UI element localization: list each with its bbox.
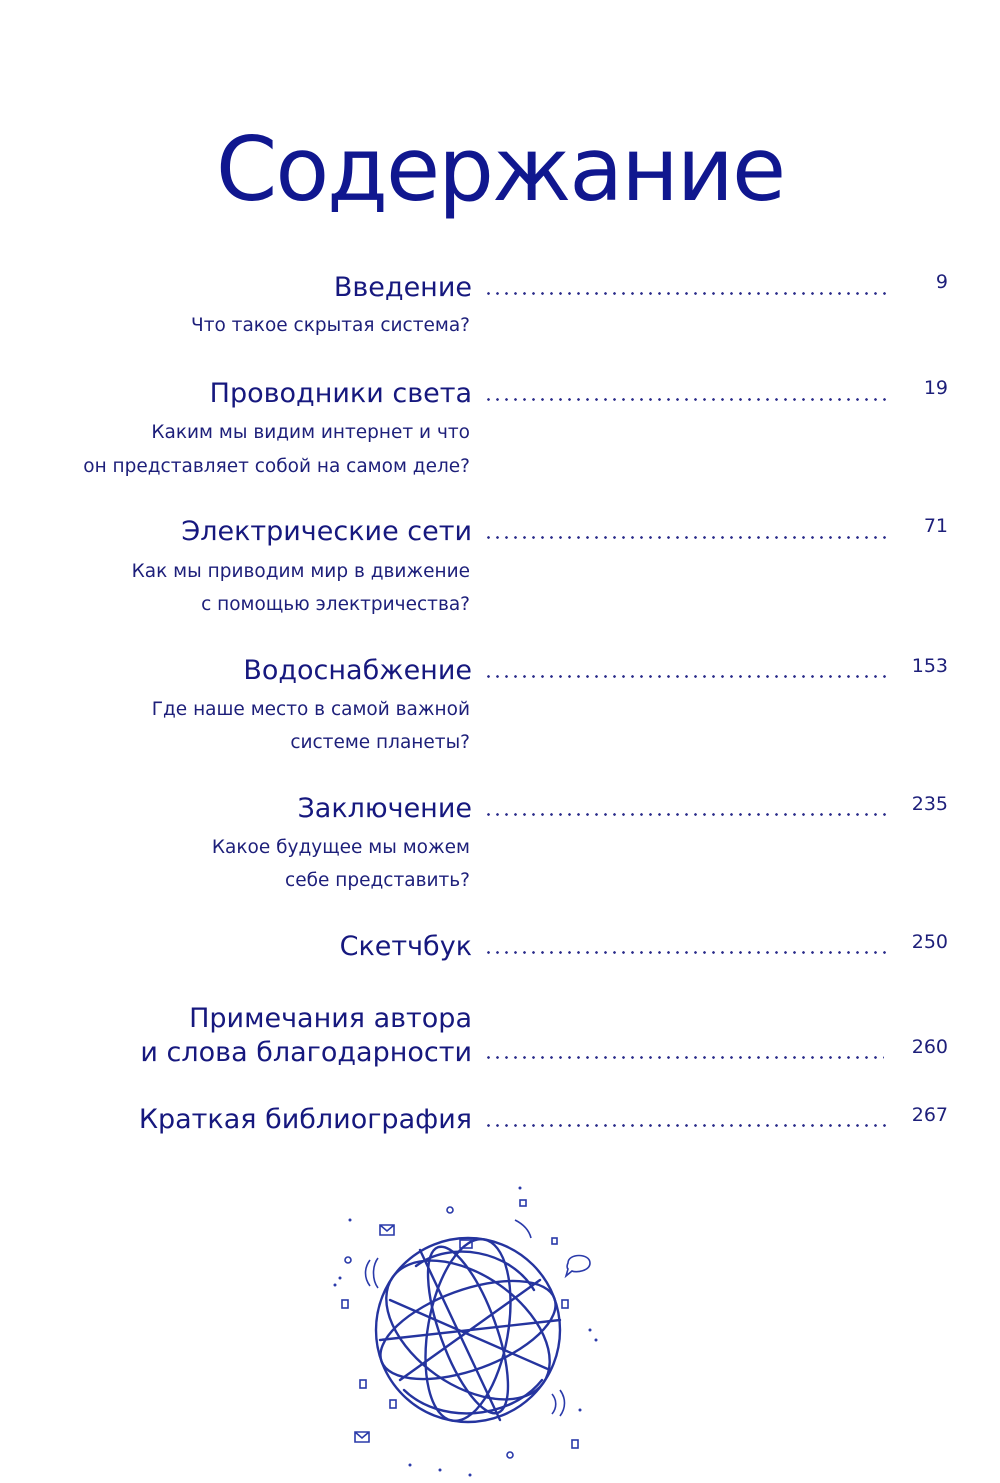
toc-heading: Краткая библиография (138, 1104, 472, 1135)
toc-subtitle: системе планеты? (290, 732, 470, 753)
toc-subtitle: Как мы приводим мир в движение (131, 561, 470, 582)
toc-heading: Электрические сети (181, 516, 472, 547)
toc-heading: и слова благодарности (140, 1037, 472, 1068)
dot-leader (484, 951, 892, 954)
dot-leader (484, 675, 892, 678)
globe-network-icon (320, 1180, 620, 1480)
toc-heading: Скетчбук (339, 931, 472, 962)
toc-heading: Заключение (297, 793, 472, 824)
toc-subtitle: Какое будущее мы можем (211, 837, 470, 858)
dot-leader (484, 1124, 892, 1127)
dot-leader (484, 292, 892, 295)
dot-leader (484, 1056, 884, 1059)
toc-heading: Примечания автора (189, 1003, 472, 1034)
page-title: Содержание (215, 118, 785, 221)
dot-leader (484, 536, 892, 539)
toc-subtitle: Где наше место в самой важной (151, 699, 470, 720)
dot-leader (484, 398, 892, 401)
toc-subtitle: он представляет собой на самом деле? (83, 456, 470, 477)
toc-heading: Водоснабжение (243, 655, 472, 686)
toc-subtitle: Каким мы видим интернет и что (151, 422, 470, 443)
toc-page-number: 260 (911, 1036, 948, 1058)
toc-page-number: 9 (935, 271, 948, 293)
toc-heading: Введение (333, 272, 472, 303)
toc-subtitle: Что такое скрытая система? (191, 315, 470, 336)
toc-page-number: 267 (911, 1104, 948, 1126)
toc-page-number: 250 (911, 931, 948, 953)
dot-leader (484, 813, 892, 816)
toc-heading: Проводники света (209, 378, 472, 409)
toc-page-number: 71 (923, 515, 948, 537)
toc-page-number: 235 (911, 793, 948, 815)
toc-page-number: 19 (923, 377, 948, 399)
toc-subtitle: себе представить? (285, 870, 470, 891)
toc-subtitle: с помощью электричества? (201, 594, 470, 615)
toc-page-number: 153 (911, 655, 948, 677)
